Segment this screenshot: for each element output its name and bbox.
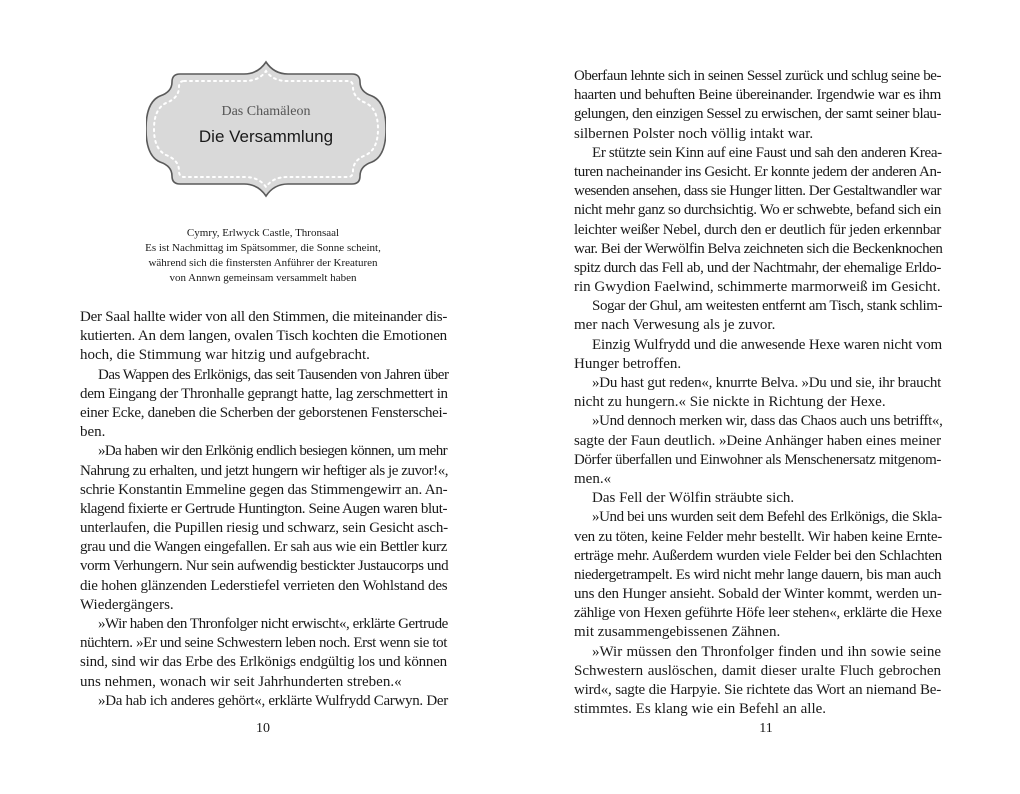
text-line: »Da haben wir den Erlkönig endlich besiegen können, um mehr — [98, 443, 447, 460]
text-line: turen nacheinander ins Gesicht. Er konnte jedem der anderen An- — [574, 163, 942, 180]
page-number: 11 — [759, 721, 773, 736]
text-line: Schwestern auslöschen, damit dieser uralte Fluch gebrochen — [574, 662, 941, 679]
epigraph-line: während sich die finstersten Anführer der Kreaturen — [148, 257, 378, 269]
text-line: einer Ecke, daneben die Scherben der geborstenen Fensterschei- — [80, 404, 448, 421]
text-line: sagte der Faun deutlich. »Deine Anhänger haben eines meiner — [574, 432, 941, 449]
text-line: nüchtern. »Er und seine Schwestern leben noch. Erst wenn sie tot — [80, 635, 447, 652]
text-line: schrie Konstantin Emmeline gegen das Stimmengewirr an. An- — [80, 481, 448, 498]
text-line: men.« — [574, 470, 612, 487]
text-line: Oberfaun lehnte sich in seinen Sessel zurück und schlug seine be- — [574, 68, 941, 84]
epigraph-line: von Annwn gemeinsam versammelt haben — [169, 272, 357, 284]
text-line: »Wir müssen den Thronfolger finden und ihn sowie seine — [592, 643, 941, 660]
text-line: haarten und behuften Beine übereinander. Irgendwie war es ihm — [574, 87, 941, 104]
text-line: »Du hast gut reden«, knurrte Belva. »Du und sie, ihr braucht — [592, 375, 941, 391]
text-line: niedergetrampelt. Es wird nicht mehr lange dauern, bis man auch — [574, 566, 941, 583]
text-line: wird«, sagte die Harpyie. Sie richtete das Wort an niemand Be- — [574, 682, 941, 698]
text-line: »Wir haben den Thronfolger nicht erwischt«, erklärte Gertrude — [98, 616, 448, 632]
text-line: war. Bei der Werwölfin Belva zeichneten sich die Beckenknochen — [574, 240, 943, 257]
text-line: Dörfer überfallen und Einwohner als Menschenersatz mitgenom- — [574, 451, 941, 468]
text-line: Nahrung zu erhalten, und jetzt hungern wir heftiger als je zuvor!«, — [80, 462, 449, 479]
text-line: gelungen, den einzigen Sessel zu erwischen, der samt seiner blau- — [574, 106, 941, 123]
text-line: »Da hab ich anderes gehört«, erklärte Wulfrydd Carwyn. Der — [98, 692, 448, 709]
text-line: Wiedergängers. — [80, 596, 174, 613]
text-line: Sogar der Ghul, am weitesten entfernt am Tisch, stank schlim- — [592, 298, 943, 315]
text-line: sind, sind wir das Erbe des Erlkönigs endgültig los und können — [80, 654, 447, 671]
text-line: nicht mehr ganz so durchsichtig. Wo er schwebte, befand sich ein — [574, 202, 941, 219]
right-page — [510, 0, 1020, 794]
text-line: unterlaufen, die Pupillen riesig und schwarz, sein Gesicht asch- — [80, 520, 448, 537]
text-line: ven zu töten, keine Felder mehr bestellt. Wir haben keine Ernte- — [574, 528, 942, 545]
text-line: »Und bei uns wurden seit dem Befehl des Erlkönigs, die Skla- — [592, 509, 942, 526]
text-line: nicht zu hungern.« Sie nickte in Richtung der Hexe. — [574, 394, 886, 411]
text-line: Einzig Wulfrydd und die anwesende Hexe waren nicht vom — [592, 336, 943, 353]
text-line: ben. — [80, 424, 106, 441]
text-line: vorm Verhungern. Nur sein aufwendig bestickter Justaucorps und — [80, 558, 449, 575]
text-line: Das Wappen des Erlkönigs, das seit Tausenden von Jahren über — [98, 366, 449, 383]
text-line: erträge mehr. Außerdem wurden viele Felder bei den Schlachten — [574, 547, 942, 564]
text-line: mer nach Verwesung als je zuvor. — [574, 317, 776, 334]
text-line: Das Fell der Wölfin sträubte sich. — [592, 490, 795, 507]
text-line: Er stützte sein Kinn auf eine Faust und sah den anderen Krea- — [592, 144, 942, 161]
text-line: rin Gwydion Faelwind, schimmerte marmorweiß im Gesicht. — [574, 279, 941, 296]
text-line: »Und dennoch merken wir, dass das Chaos auch uns betrifft«, — [592, 413, 943, 430]
chapter-title: Die Versammlung — [198, 127, 334, 146]
body-text — [574, 67, 941, 719]
epigraph — [80, 226, 446, 286]
epigraph-line: Es ist Nachmittag im Spätsommer, die Sonne scheint, — [145, 242, 381, 254]
text-line: leichter weißer Nebel, durch den er deutlich für jeden erkennbar — [574, 221, 941, 238]
text-line: uns den Hunger ansieht. Sobald der Winter kommt, werden un- — [574, 586, 942, 603]
text-line: Hunger betroffen. — [574, 355, 682, 372]
chapter-heading-plaque — [146, 60, 386, 198]
page-number: 10 — [256, 721, 270, 736]
text-line: wesenden ansehen, dass sie Hunger litten. Der Gestaltwandler war — [574, 183, 942, 200]
text-line: stimmtes. Es klang wie ein Befehl an alle. — [574, 701, 827, 718]
text-line: klagend fixierte er Gertrude Huntington. Seine Augen waren blut- — [80, 500, 447, 517]
text-line: zählige von Hexen geführte Höfe leer stehen«, erklärte die Hexe — [574, 605, 942, 622]
text-line: kutierten. An dem langen, ovalen Tisch kochten die Emotionen — [80, 328, 447, 345]
text-line: mit zusammengebissenen Zähnen. — [574, 624, 781, 641]
text-line: uns nehmen, wonach wir seit Jahrhunderten streben.« — [80, 673, 402, 690]
text-line: dem Eingang der Thronhalle geprangt hatte, lag zerschmettert in — [80, 385, 448, 402]
epigraph-line: Cymry, Erlwyck Castle, Thronsaal — [186, 227, 340, 239]
chapter-label: Das Chamäleon — [221, 104, 311, 119]
text-line: Der Saal hallte wider von all den Stimmen, die miteinander dis- — [80, 309, 448, 325]
body-text — [80, 308, 447, 711]
text-line: grau und die Wangen eingefallen. Er sah aus wie ein Bettler kurz — [80, 539, 447, 556]
text-line: hoch, die Stimmung war hitzig und aufgebracht. — [80, 347, 370, 364]
text-line: silbernen Polster noch völlig intakt war. — [574, 125, 814, 142]
text-line: die hohen glänzenden Lederstiefel verrieten den Wohlstand des — [80, 577, 448, 594]
text-line: spitz durch das Fell ab, und der Nachtmahr, der ehemalige Erldo- — [574, 259, 941, 276]
